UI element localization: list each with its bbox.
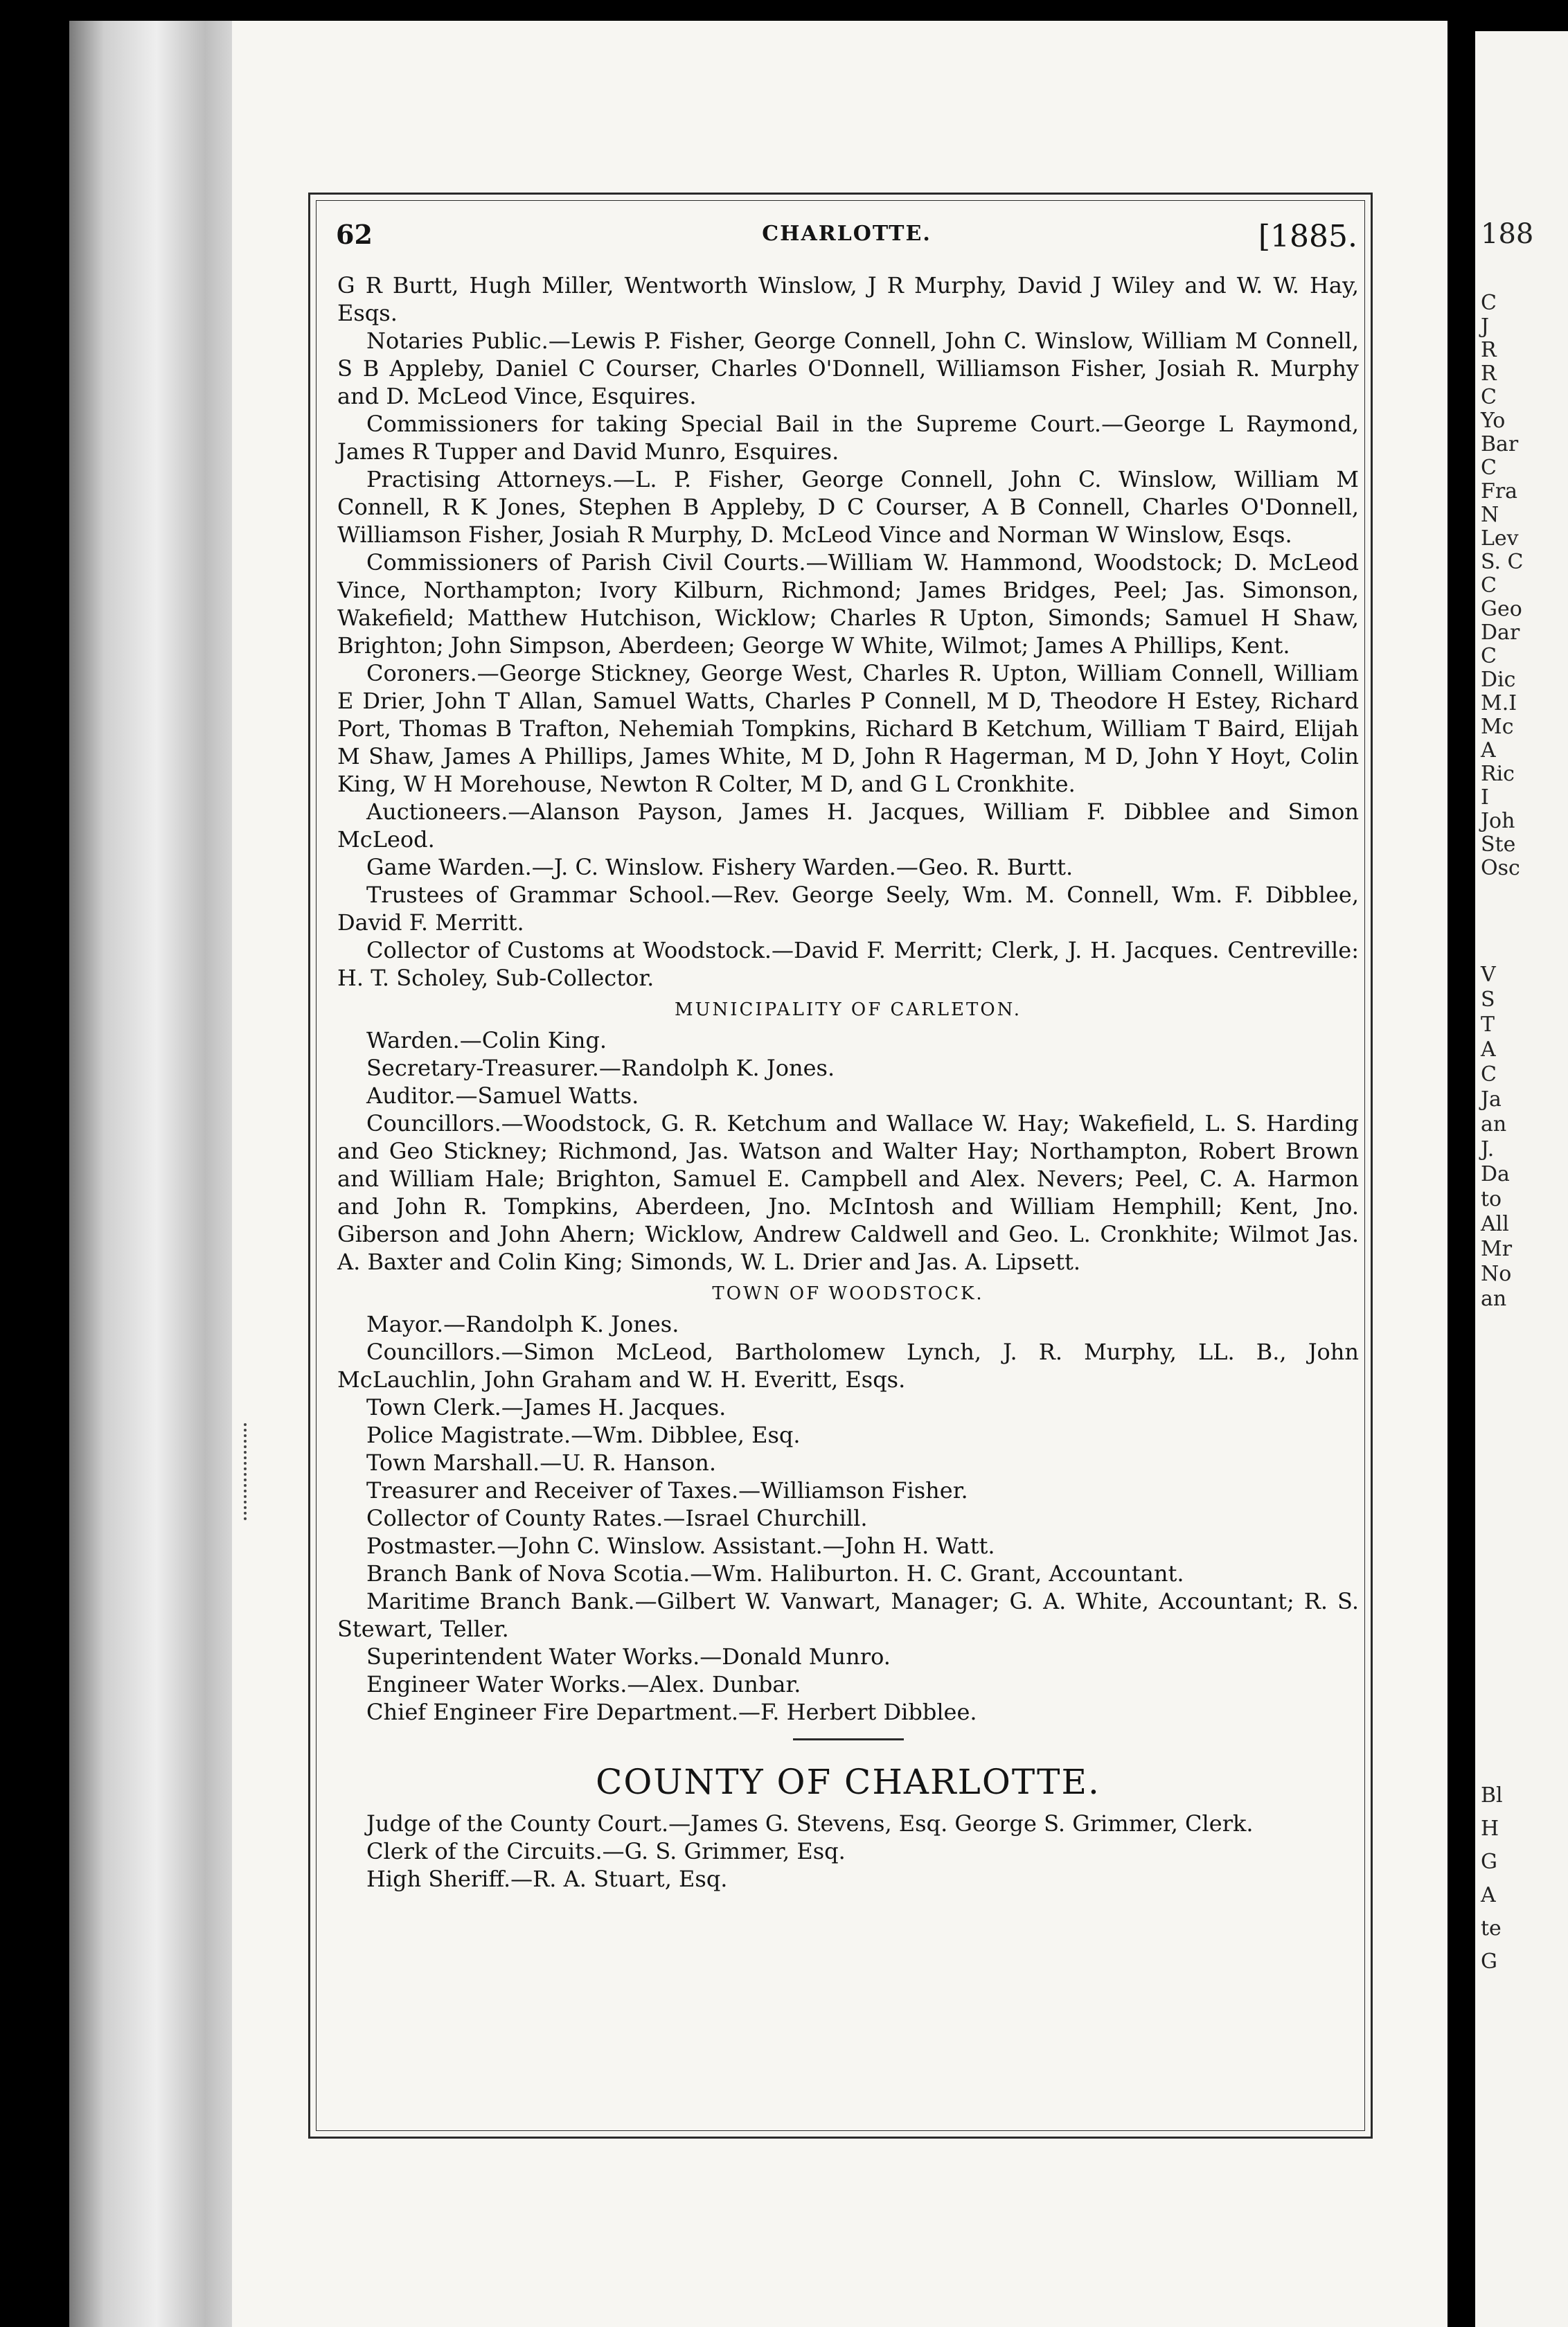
section-heading: TOWN OF WOODSTOCK. [712, 1283, 984, 1304]
directory-entry: Commissioners for taking Special Bail in the Supreme Court.—George L Raymond, James R Tupper and David Munro, Esquires. [337, 411, 1359, 465]
directory-entry: Maritime Branch Bank.—Gilbert W. Vanwart, Manager; G. A. White, Accountant; R. S. Stewart, Teller. [337, 1588, 1359, 1642]
running-header [336, 219, 1357, 260]
facing-page-line: Da [1481, 1162, 1510, 1186]
facing-page-line: J [1481, 314, 1490, 339]
county-heading: COUNTY OF CHARLOTTE. [596, 1762, 1101, 1802]
facing-page-line: Osc [1481, 856, 1520, 880]
facing-page-line: Fra [1481, 479, 1518, 503]
directory-entry: High Sheriff.—R. A. Stuart, Esq. [366, 1866, 728, 1892]
facing-page-line: Ric [1481, 762, 1515, 786]
directory-entry: Auditor.—Samuel Watts. [366, 1082, 639, 1109]
facing-page-line: C [1481, 644, 1497, 668]
facing-page-line: C [1481, 456, 1497, 480]
facing-page-line: R [1481, 362, 1497, 386]
directory-entry: Warden.—Colin King. [366, 1027, 607, 1053]
facing-page-line: Mr [1481, 1237, 1513, 1261]
facing-page-line: All [1481, 1212, 1509, 1236]
facing-page-line: No [1481, 1262, 1512, 1286]
directory-entry: G R Burtt, Hugh Miller, Wentworth Winslow, J R Murphy, David J Wiley and W. W. Hay, Esqs. [337, 272, 1359, 326]
facing-page-line: S. C [1481, 550, 1524, 574]
facing-page-line: M.I [1481, 691, 1517, 715]
facing-page-line: I [1481, 785, 1489, 810]
directory-entry: Coroners.—George Stickney, George West, Charles R. Upton, William Connell, William E Drier, John T Allan, Samuel Watts, Charles P Connell, M D, Theodore H Estey, Richard Port, Thomas B Trafton, Nehemiah Tompkins, Richard B Ketchum, William T Baird, Elijah M Shaw, James A Phillips, James White, M D, John R Hagerman, M D, John Y Hoyt, Colin King, W H Morehouse, Newton R Colter, M D, and G L Cronkhite. [337, 660, 1359, 797]
facing-page-line: Dic [1481, 668, 1516, 692]
facing-page-line: G [1481, 1950, 1497, 1974]
facing-page-line: S [1481, 988, 1495, 1012]
facing-page-line: C [1481, 291, 1497, 315]
directory-entry: Town Clerk.—James H. Jacques. [366, 1394, 727, 1420]
directory-entry: Practising Attorneys.—L. P. Fisher, George Connell, John C. Winslow, William M Connell, R K Jones, Stephen B Appleby, D C Courser, A B Connell, Charles O'Donnell, Williamson Fisher, Josiah R Murphy, D. McLeod Vince and Norman W Winslow, Esqs. [337, 466, 1359, 548]
directory-entry: Treasurer and Receiver of Taxes.—Williamson Fisher. [366, 1477, 968, 1504]
facing-page-line: H [1481, 1817, 1499, 1841]
directory-entry: Commissioners of Parish Civil Courts.—William W. Hammond, Woodstock; D. McLeod Vince, Northampton; Ivory Kilburn, Richmond; James Bridges, Peel; Jas. Simonson, Wakefield; Matthew Hutchison, Wicklow; Charles R Upton, Simonds; Samuel H Shaw, Brighton; John Simpson, Aberdeen; George W White, Wilmot; James A Phillips, Kent. [337, 549, 1359, 659]
facing-page-header: 188 [1481, 218, 1534, 250]
facing-page-line: to [1481, 1187, 1502, 1211]
facing-page-line: Ste [1481, 832, 1516, 857]
facing-page-line: C [1481, 385, 1497, 409]
directory-entry: Clerk of the Circuits.—G. S. Grimmer, Esq. [366, 1838, 846, 1864]
facing-page-line: C [1481, 573, 1497, 598]
facing-page-line: T [1481, 1013, 1495, 1037]
page-content [337, 271, 1359, 1893]
facing-page-line: Joh [1481, 809, 1515, 833]
facing-page-line: G [1481, 1850, 1497, 1874]
facing-page-line: Yo [1481, 409, 1506, 433]
facing-page-line: C [1481, 1062, 1497, 1087]
directory-entry: Chief Engineer Fire Department.—F. Herbert Dibblee. [366, 1699, 977, 1725]
facing-page-line: Bl [1481, 1783, 1503, 1808]
directory-entry: Collector of Customs at Woodstock.—David F. Merritt; Clerk, J. H. Jacques. Centreville: H. T. Scholey, Sub-Collector. [337, 937, 1359, 991]
facing-page-line: A [1481, 1037, 1496, 1062]
running-title: CHARLOTTE. [762, 222, 932, 246]
facing-page-line: an [1481, 1287, 1507, 1311]
facing-page-line: Bar [1481, 432, 1519, 456]
section-divider [793, 1738, 904, 1740]
directory-entry: Superintendent Water Works.—Donald Munro. [366, 1643, 891, 1670]
directory-entry: Police Magistrate.—Wm. Dibblee, Esq. [366, 1422, 801, 1448]
directory-entry: Branch Bank of Nova Scotia.—Wm. Haliburton. H. C. Grant, Accountant. [366, 1560, 1184, 1587]
directory-entry: Secretary-Treasurer.—Randolph K. Jones. [366, 1055, 835, 1081]
directory-entry: Notaries Public.—Lewis P. Fisher, George Connell, John C. Winslow, William M Connell, S B Appleby, Daniel C Courser, Charles O'Donnell, Williamson Fisher, Josiah R. Murphy and D. McLeod Vince, Esquires. [337, 328, 1359, 409]
facing-page-line: A [1481, 738, 1496, 763]
gutter-marks [244, 1423, 252, 1520]
header-year: [1885. [1258, 219, 1357, 254]
facing-page-line: A [1481, 1883, 1496, 1907]
facing-page-line: R [1481, 338, 1497, 362]
directory-entry: Trustees of Grammar School.—Rev. George Seely, Wm. M. Connell, Wm. F. Dibblee, David F. Merritt. [337, 882, 1359, 936]
facing-page-line: J. [1481, 1137, 1495, 1161]
facing-page-line: an [1481, 1112, 1507, 1136]
directory-entry: Game Warden.—J. C. Winslow. Fishery Warden.—Geo. R. Burtt. [366, 854, 1073, 880]
directory-entry: Town Marshall.—U. R. Hanson. [366, 1450, 717, 1476]
directory-entry: Councillors.—Woodstock, G. R. Ketchum and Wallace W. Hay; Wakefield, L. S. Harding and Geo Stickney; Richmond, Jas. Watson and Walter Hay; Northampton, Robert Brown and William Hale; Brighton, Samuel E. Campbell and Alex. Nevers; Peel, C. A. Harmon and John R. Tompkins, Aberdeen, Jno. McIntosh and William Hemphill; Kent, Jno. Giberson and John Ahern; Wicklow, Andrew Caldwell and Geo. L. Cronkhite; Wilmot Jas. A. Baxter and Colin King; Simonds, W. L. Drier and Jas. A. Lipsett. [337, 1110, 1359, 1275]
facing-page-fragment [1475, 31, 1568, 2327]
page-number: 62 [336, 219, 373, 250]
directory-entry: Mayor.—Randolph K. Jones. [366, 1311, 679, 1337]
facing-page-line: Mc [1481, 715, 1514, 739]
facing-page-line: Ja [1481, 1087, 1502, 1112]
directory-entry: Collector of County Rates.—Israel Churchill. [366, 1505, 868, 1531]
facing-page-line: N [1481, 503, 1499, 527]
directory-entry: Postmaster.—John C. Winslow. Assistant.—John H. Watt. [366, 1533, 995, 1559]
directory-entry: Judge of the County Court.—James G. Stevens, Esq. George S. Grimmer, Clerk. [366, 1810, 1254, 1837]
section-heading: MUNICIPALITY OF CARLETON. [674, 999, 1022, 1020]
directory-entry: Councillors.—Simon McLeod, Bartholomew Lynch, J. R. Murphy, LL. B., John McLauchlin, John Graham and W. H. Everitt, Esqs. [337, 1339, 1359, 1393]
directory-entry: Auctioneers.—Alanson Payson, James H. Jacques, William F. Dibblee and Simon McLeod. [337, 799, 1359, 853]
facing-page-line: Geo [1481, 597, 1522, 621]
facing-page-line: Lev [1481, 526, 1519, 551]
facing-page-line: te [1481, 1916, 1502, 1941]
facing-page-line: Dar [1481, 621, 1520, 645]
facing-page-line: V [1481, 963, 1496, 987]
directory-entry: Engineer Water Works.—Alex. Dunbar. [366, 1671, 801, 1697]
